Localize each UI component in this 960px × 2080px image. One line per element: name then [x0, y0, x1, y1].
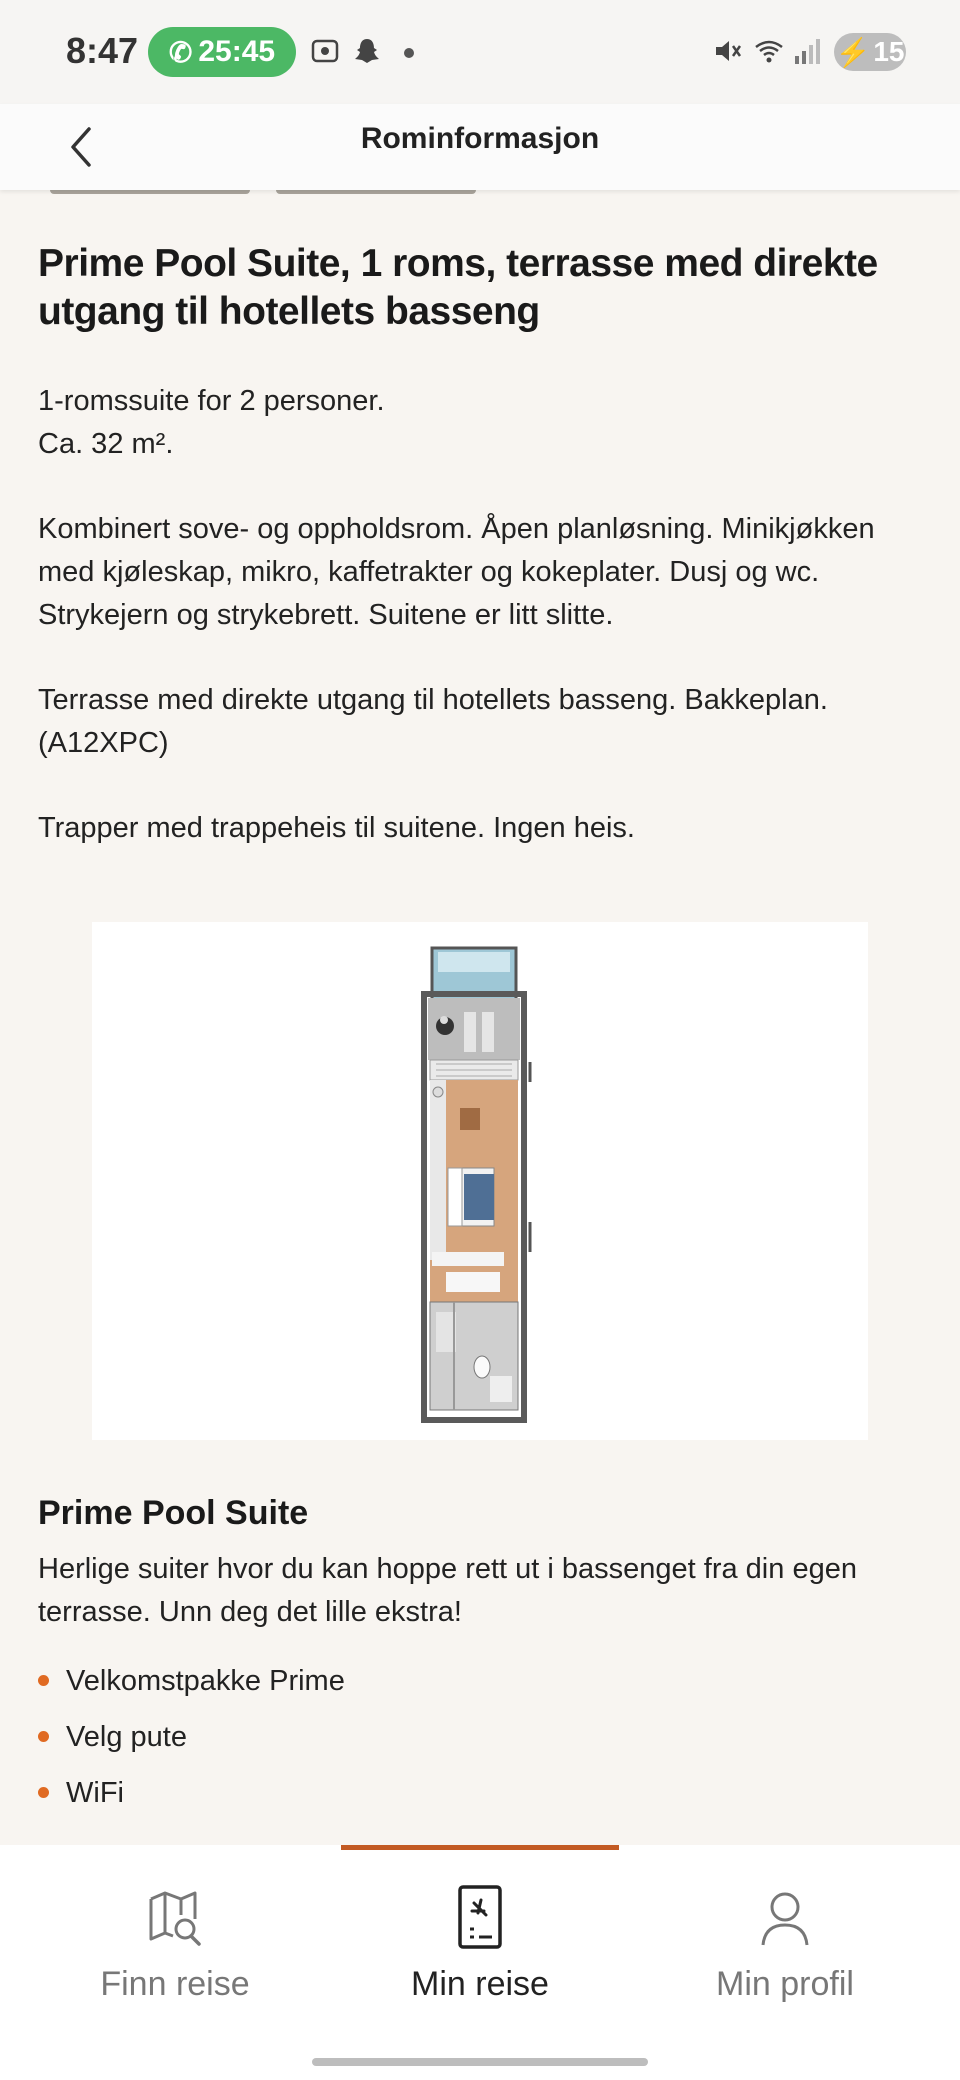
nav-min-profil[interactable] — [655, 1885, 915, 2004]
room-terrace: Terrasse med direkte utgang til hotellets basseng. Bakkeplan. (A12XPC) — [38, 684, 828, 759]
person-icon — [755, 1885, 815, 1949]
photo-thumbnail[interactable] — [50, 190, 250, 194]
feature-list — [38, 1660, 345, 1828]
bullet-icon — [38, 1787, 49, 1798]
battery-icon: ⚡ — [835, 36, 871, 68]
call-indicator[interactable] — [148, 27, 296, 77]
page-title: Rominformasjon — [360, 122, 600, 155]
battery-level: 15 — [873, 36, 905, 67]
room-access: Trapper med trappeheis til suitene. Ingen heis. — [38, 812, 635, 844]
feature-item — [38, 1660, 345, 1716]
nav-label: Finn reise — [100, 1965, 250, 2003]
photo-thumbnail[interactable] — [276, 190, 476, 194]
home-indicator[interactable] — [312, 2058, 648, 2066]
concept-title: Prime Pool Suite — [38, 1494, 309, 1532]
room-title: Prime Pool Suite, 1 roms, terrasse med direkte utgang til hotellets basseng — [38, 242, 878, 333]
feature-item — [38, 1716, 345, 1772]
nav-label: Min reise — [411, 1965, 549, 2003]
battery-indicator — [834, 33, 906, 71]
nav-label: Min profil — [716, 1965, 854, 2003]
room-size: Ca. 32 m². — [38, 428, 174, 460]
bottom-navigation — [0, 1845, 960, 2080]
nav-min-reise[interactable] — [350, 1885, 610, 2004]
screenshot-icon — [310, 36, 340, 66]
boarding-pass-icon — [450, 1885, 510, 1949]
active-tab-indicator — [341, 1845, 619, 1850]
status-time: 8:47 — [66, 30, 139, 71]
mute-icon — [712, 36, 742, 66]
floor-plan-image[interactable] — [92, 922, 868, 1440]
feature-item — [38, 1772, 345, 1828]
room-info-content — [38, 240, 918, 850]
bullet-icon — [38, 1675, 49, 1686]
notification-dot — [404, 48, 414, 58]
concept-description: Herlige suiter hvor du kan hoppe rett ut i bassenget fra din egen terrasse. Unn deg det lille ekstra! — [38, 1553, 857, 1628]
status-bar — [0, 0, 960, 104]
phone-icon: ✆ — [168, 36, 193, 68]
room-description: Kombinert sove- og oppholdsrom. Åpen planløsning. Minikjøkken med kjøleskap, mikro, kaffetrakter og kokeplater. Dusj og wc. Strykejern og strykebrett. Suitene er litt slitte. — [38, 513, 875, 631]
nav-finn-reise[interactable] — [45, 1885, 305, 2004]
app-header — [0, 104, 960, 190]
signal-icon — [792, 36, 822, 66]
feature-label: Velkomstpakke Prime — [66, 1665, 345, 1697]
snapchat-icon — [352, 36, 382, 66]
feature-label: Velg pute — [66, 1721, 187, 1753]
wifi-icon — [754, 36, 784, 66]
feature-label: WiFi — [66, 1777, 124, 1809]
bullet-icon — [38, 1731, 49, 1742]
map-search-icon — [145, 1885, 205, 1949]
call-timer: 25:45 — [198, 35, 276, 68]
room-capacity: 1-romssuite for 2 personer. — [38, 385, 385, 417]
